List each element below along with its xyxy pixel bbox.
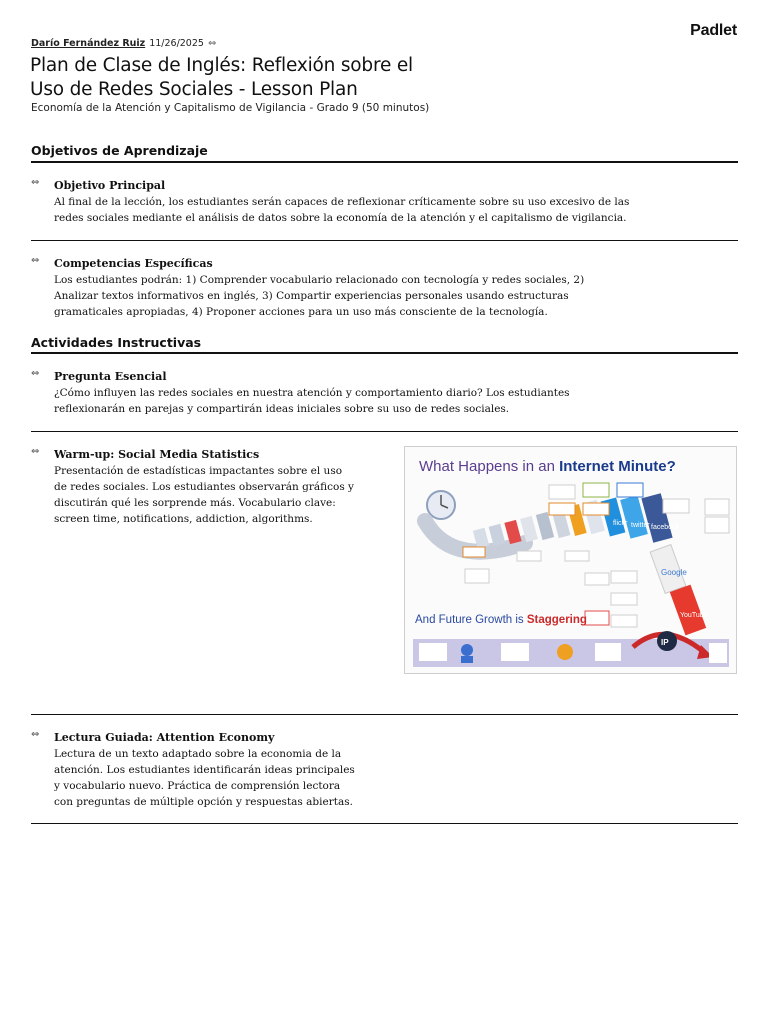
heading-part-a: What Happens in an [419,458,560,475]
brand-label-youtube: YouTube [680,612,708,619]
brand-label-google: Google [661,568,687,577]
link-icon[interactable]: ⇔ [31,255,40,266]
post-body-competencias: Los estudiantes podrán: 1) Comprender vocabulario relacionado con tecnología y redes sociales, 2) Analizar textos informativos en inglés, 3) Compartir experiencias personales usando estructuras gramaticales apropiadas, 4) Proponer acciones para un uso más consciente de la tecnología. [54,274,585,318]
link-icon[interactable]: ⇔ [31,177,40,188]
post-divider [31,431,738,432]
page-subtitle: Economía de la Atención y Capitalismo de Vigilancia - Grado 9 (50 minutos) [31,102,430,114]
post-divider [31,240,738,241]
infographic-heading [419,458,676,475]
post-body-objetivo-principal: Al final de la lección, los estudiantes serán capaces de reflexionar críticamente sobre su uso excesivo de las redes sociales mediante el análisis de datos sobre la economía de la atención y el capitalismo de vigilancia. [54,196,630,224]
link-icon[interactable]: ⇔ [31,368,40,379]
section-divider [31,352,738,354]
post-title-warm-up: Warm-up: Social Media Statistics [54,448,260,461]
link-icon[interactable]: ⇔ [207,37,217,49]
section-title-actividades: Actividades Instructivas [31,335,202,350]
ip-label: IP [661,638,669,647]
globe-icon [557,644,573,660]
footer-part-a: And Future Growth is [415,614,527,626]
post-title-competencias: Competencias Específicas [54,257,213,270]
post-title-pregunta-esencial: Pregunta Esencial [54,370,167,383]
infographic-graphic [405,447,736,673]
page-title: Plan de Clase de Inglés: Reflexión sobre el Uso de Redes Sociales - Lesson Plan [30,55,413,100]
post-date: 11/26/2025 [149,38,204,49]
post-meta [31,38,216,49]
post-title-objetivo-principal: Objetivo Principal [54,179,166,192]
section-divider [31,161,738,163]
footer-part-b: Staggering [526,614,587,626]
link-icon[interactable]: ⇔ [31,446,40,457]
post-body-lectura-guiada: Lectura de un texto adaptado sobre la economia de la atención. Los estudiantes identificarán ideas principales y vocabulario nuevo. Práctica de comprensión lectora con preguntas de múltiple opción y respuestas abiertas. [54,748,355,808]
brand-label-flickr: flickr [613,520,628,527]
post-body-pregunta-esencial: ¿Cómo influyen las redes sociales en nuestra atención y comportamiento diario? Los estudiantes reflexionarán en parejas y compartirán ideas iniciales sobre su uso de redes sociales. [54,387,570,415]
internet-minute-infographic[interactable] [404,446,737,674]
heading-part-b: Internet Minute? [559,458,676,475]
post-divider [31,823,738,824]
section-title-objetivos: Objetivos de Aprendizaje [31,143,208,158]
link-icon[interactable]: ⇔ [31,729,40,740]
infographic-footer-headline [415,614,587,626]
post-divider [31,714,738,715]
author-link[interactable]: Darío Fernández Ruiz [31,38,146,49]
brand-label-facebook: facebook [651,524,680,531]
padlet-logo[interactable]: Padlet [690,22,737,39]
post-title-lectura-guiada: Lectura Guiada: Attention Economy [54,731,275,744]
post-body-warm-up: Presentación de estadísticas impactantes sobre el uso de redes sociales. Los estudiantes observarán gráficos y discutirán qué les sorprende más. Vocabulario clave: screen time, notifications, addiction, algorithms. [54,465,354,525]
brand-label-twitter: twitter [631,522,650,529]
